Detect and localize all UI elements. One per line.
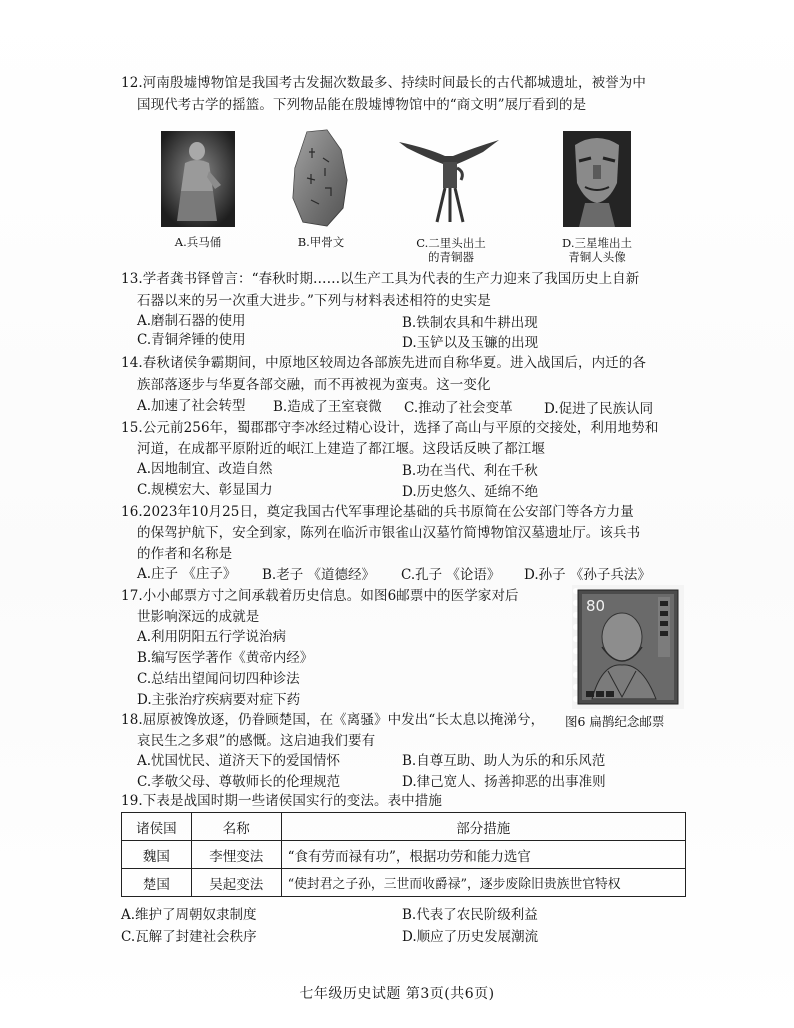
- q14-option-d: D.促进了民族认同: [544, 401, 654, 417]
- bianque-stamp-image: [572, 585, 684, 709]
- q18-option-b: B.自尊互助、助人为乐的和乐风范: [402, 753, 606, 769]
- table-row: [122, 841, 686, 869]
- q14-option-c: C.推动了社会变革: [404, 400, 513, 416]
- q15-option-b: B.功在当代、利在千秋: [402, 463, 538, 479]
- table-header-cell: 诸侯国: [122, 813, 192, 841]
- table-cell: 吴起变法: [191, 869, 281, 897]
- q15-option-d: D.历史悠久、延绵不绝: [402, 484, 539, 500]
- table-cell: “食有劳而禄有功”，根据功劳和能力选官: [281, 841, 685, 869]
- q16-stem-line2: 的保驾护航下，安全到家，陈列在临沂市银雀山汉墓竹简博物馆汉墓遗址厅。该兵书: [137, 525, 641, 541]
- q17-option-b: B.编写医学著作《黄帝内经》: [137, 650, 314, 666]
- reform-table: [121, 812, 686, 897]
- table-cell: 李悝变法: [191, 841, 281, 869]
- q13-option-c: C.青铜斧锤的使用: [137, 332, 246, 348]
- q19-option-d: D.顺应了历史发展潮流: [402, 929, 539, 945]
- table-cell: 楚国: [122, 869, 192, 897]
- q19-option-a: A.维护了周朝奴隶制度: [121, 907, 257, 923]
- q13-stem-line1: 13.学者龚书铎曾言：“春秋时期……以生产工具为代表的生产力迎来了我国历史上自新: [121, 271, 640, 287]
- q16-option-a: A.庄子 《庄子》: [137, 566, 237, 582]
- q13-stem-line2: 石器以来的另一次重大进步。”下列与材料表述相符的史实是: [137, 293, 491, 309]
- q15-stem-line1: 15.公元前256年，蜀郡郡守李冰经过精心设计，选择了高山与平原的交接处，利用地势和: [121, 420, 659, 436]
- q12-option-c-caption-2: 的青铜器: [428, 250, 474, 264]
- q12-option-c-caption-1: C.二里头出土: [416, 236, 486, 250]
- q17-stem-line1: 17.小小邮票方寸之间承载着历史信息。如图6邮票中的医学家对后: [121, 588, 519, 604]
- q18-stem-line2: 哀民生之多艰”的感慨。这启迪我们要有: [137, 733, 376, 749]
- table-row: [122, 869, 686, 897]
- q15-option-a: A.因地制宜、改造自然: [137, 461, 273, 477]
- q16-option-c: C.孔子 《论语》: [401, 567, 501, 583]
- q16-option-b: B.老子 《道德经》: [262, 567, 376, 583]
- q15-option-c: C.规模宏大、彰显国力: [137, 482, 273, 498]
- table-cell: “使封君之子孙，三世而收爵禄”，逐步废除旧贵族世官特权: [281, 869, 685, 897]
- q17-stem-line2: 世影响深远的成就是: [137, 609, 260, 625]
- q14-stem-line1: 14.春秋诸侯争霸期间，中原地区较周边各部族先进而自称华夏。进入战国后，内迁的各: [121, 355, 646, 371]
- q19-option-b: B.代表了农民阶级利益: [402, 907, 538, 923]
- q16-stem-line3: 的作者和名称是: [137, 546, 233, 562]
- q14-option-a: A.加速了社会转型: [137, 398, 246, 414]
- q13-option-d: D.玉铲以及玉镰的出现: [402, 335, 539, 351]
- q17-option-a: A.利用阴阳五行学说治病: [137, 629, 287, 645]
- table-cell: 魏国: [122, 841, 192, 869]
- q18-option-d: D.律己宽人、扬善抑恶的出事准则: [402, 774, 606, 790]
- q19-option-c: C.瓦解了封建社会秩序: [121, 929, 257, 945]
- table-header-cell: 名称: [191, 813, 281, 841]
- figure6-caption: 图6 扁鹊纪念邮票: [565, 714, 665, 729]
- q12-option-d-caption-2: 青铜人头像: [568, 250, 626, 264]
- q12-option-a-caption: A.兵马俑: [174, 235, 222, 249]
- q14-stem-line2: 族部落逐步与华夏各部交融，而不再被视为蛮夷。这一变化: [137, 377, 491, 393]
- q12-stem-line2: 国现代考古学的摇篮。下列物品能在殷墟博物馆中的“商文明”展厅看到的是: [137, 97, 587, 113]
- page-footer: 七年级历史试题 第3页(共6页): [299, 986, 495, 1002]
- terracotta-warrior-image: [161, 131, 235, 227]
- q12-stem-line1: 12.河南殷墟博物馆是我国考古发掘次数最多、持续时间最长的古代都城遗址，被誉为中: [121, 75, 646, 91]
- stamp-value: 80: [586, 597, 606, 615]
- q12-option-d-caption-1: D.三星堆出土: [562, 236, 632, 250]
- q13-option-b: B.铁制农具和牛耕出现: [402, 315, 538, 331]
- q12-option-b-caption: B.甲骨文: [297, 235, 345, 249]
- q18-option-c: C.孝敬父母、尊敬师长的伦理规范: [137, 774, 341, 790]
- q19-stem-line1: 19.下表是战国时期一些诸侯国实行的变法。表中措施: [121, 793, 442, 809]
- table-header-row: [122, 813, 686, 841]
- q17-option-d: D.主张治疗疾病要对症下药: [137, 692, 301, 708]
- q14-option-b: B.造成了王室衰微: [273, 399, 382, 415]
- q15-stem-line2: 河道，在成都平原附近的岷江上建造了都江堰。这段话反映了都江堰: [137, 441, 545, 457]
- q18-option-a: A.忧国忧民、道济天下的爱国情怀: [137, 753, 341, 769]
- bronze-jue-image: [397, 134, 501, 224]
- q13-option-a: A.磨制石器的使用: [137, 313, 246, 329]
- q16-option-d: D.孙子 《孙子兵法》: [524, 567, 651, 583]
- q18-stem-line1: 18.屈原被馋放逐，仍眷顾楚国，在《离骚》中发出“长太息以掩涕兮，: [121, 712, 545, 728]
- bronze-head-image: [563, 131, 631, 227]
- q17-option-c: C.总结出望闻问切四种诊法: [137, 671, 300, 687]
- q16-stem-line1: 16.2023年10月25日，奠定我国古代军事理论基础的兵书原简在公安部门等各方力量: [121, 504, 634, 520]
- oracle-bone-image: [287, 128, 353, 228]
- table-header-cell: 部分措施: [281, 813, 685, 841]
